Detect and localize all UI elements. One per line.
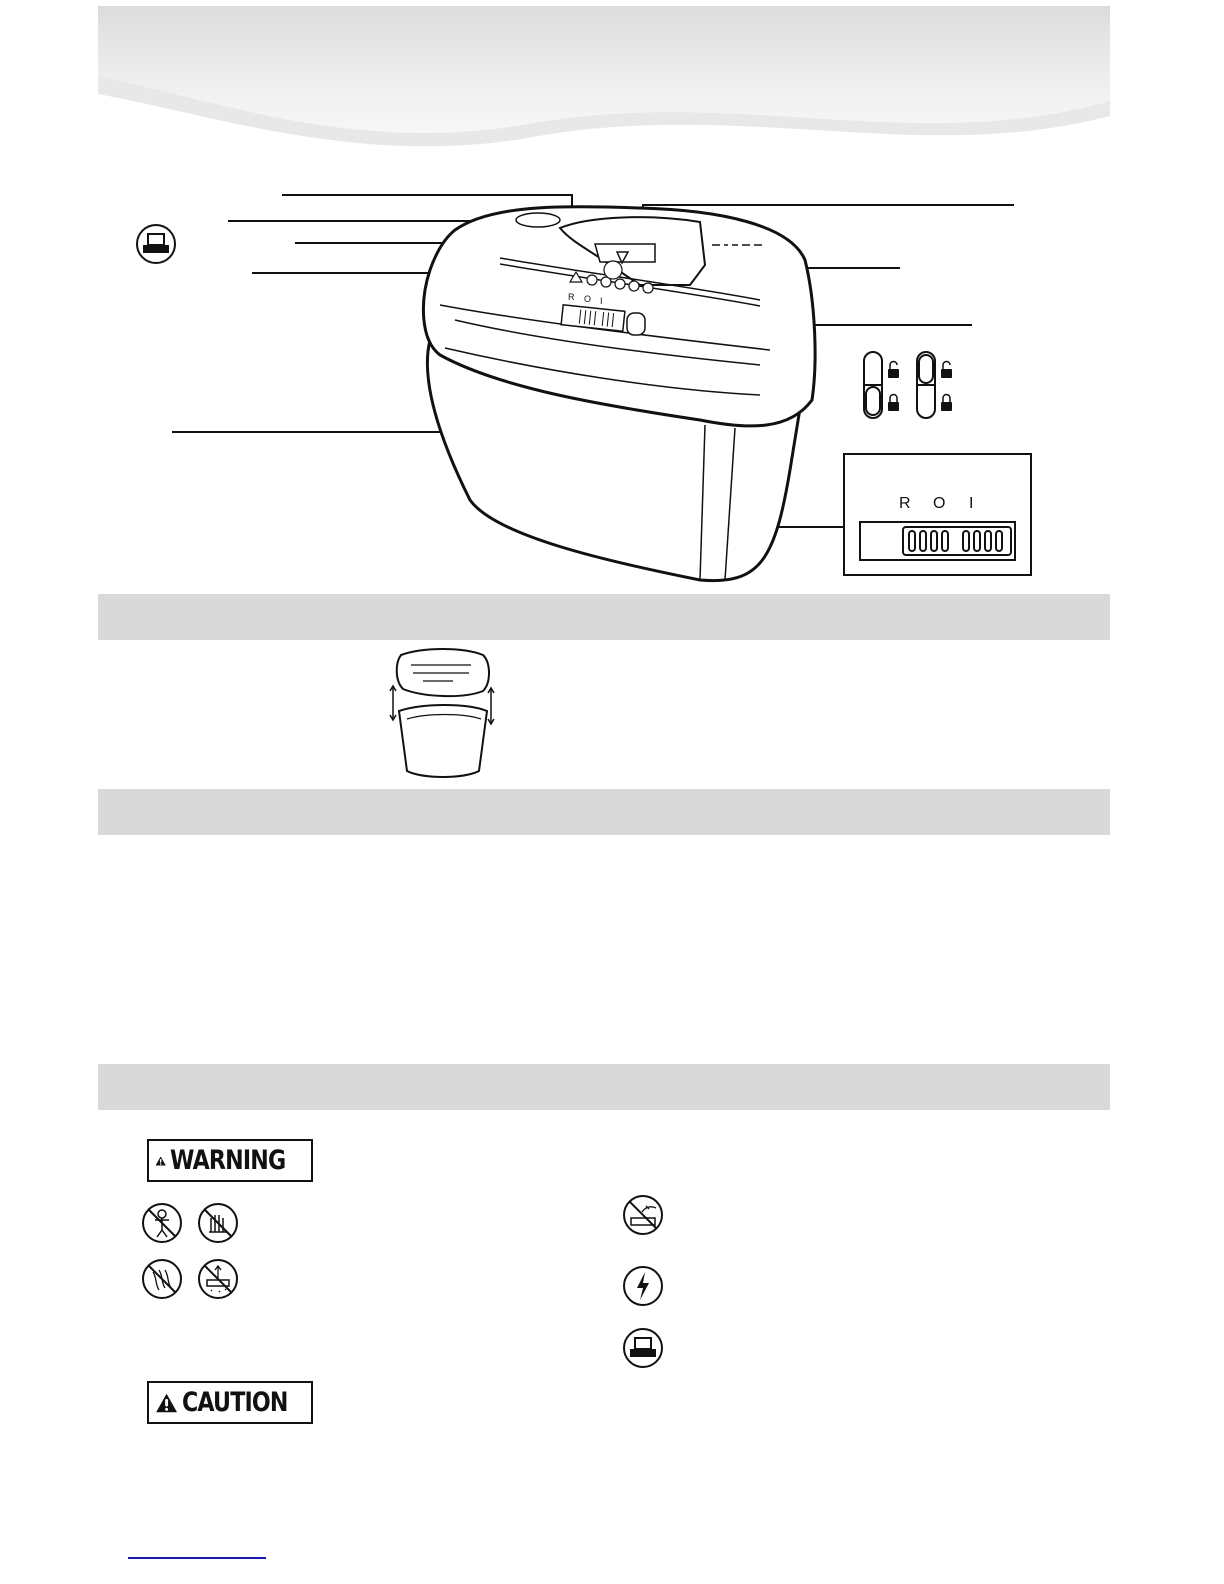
- electric-shock-icon: [622, 1265, 664, 1307]
- warning-triangle-icon: [155, 1143, 166, 1179]
- footer-link-underline[interactable]: [128, 1557, 266, 1559]
- shredder-diagram: [0, 0, 1224, 600]
- safety-lock-switch: [627, 313, 645, 335]
- locked-icon: [888, 395, 899, 411]
- head-removal-illustration: [383, 643, 499, 783]
- lock-slider-unlocked: [864, 352, 882, 418]
- locked-icon: [941, 395, 952, 411]
- no-spray-icon: [197, 1258, 239, 1300]
- svg-text:I: I: [600, 296, 603, 306]
- section-band-2: [98, 789, 1110, 835]
- no-children-icon: [141, 1202, 183, 1244]
- switch-detail-box: [843, 453, 1032, 576]
- no-liquid-icon: [622, 1194, 664, 1236]
- svg-text:O: O: [584, 294, 592, 304]
- switch-position-i: I: [969, 495, 974, 512]
- svg-text:R: R: [568, 292, 575, 302]
- brand-logo-oval: [516, 213, 560, 227]
- caution-label: [147, 1381, 313, 1424]
- section-band-3: [98, 1064, 1110, 1110]
- warning-text: WARNING: [170, 1145, 286, 1176]
- switch-detail-slider: [859, 521, 1017, 563]
- lock-slider-locked: [917, 352, 935, 418]
- section-band-1: [98, 594, 1110, 640]
- caution-triangle-icon: [155, 1385, 178, 1421]
- caution-text: CAUTION: [182, 1387, 288, 1418]
- switch-position-r: R: [899, 495, 911, 512]
- paper-feed-icon: [137, 225, 175, 263]
- unlocked-icon: [888, 362, 899, 378]
- paper-feed-icon: [622, 1327, 664, 1369]
- unlocked-icon: [941, 362, 952, 378]
- switch-position-o: O: [933, 495, 946, 512]
- warning-label: [147, 1139, 313, 1182]
- no-hands-icon: [197, 1202, 239, 1244]
- no-hair-icon: [141, 1258, 183, 1300]
